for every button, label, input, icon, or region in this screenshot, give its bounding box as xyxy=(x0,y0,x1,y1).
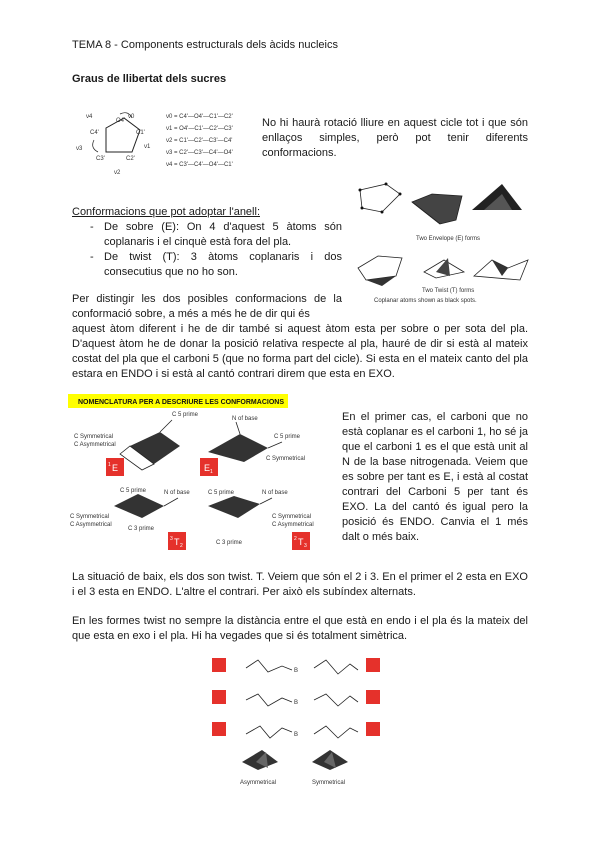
label-c-asym-4: C Asymmetrical xyxy=(272,522,314,528)
badge-right-2 xyxy=(366,690,380,704)
badge-right-3 xyxy=(366,722,380,736)
conformation-1E-endo xyxy=(208,416,305,462)
paragraph-twist-situation: La situació de baix, els dos son twist. T. Veiem que són el 2 i 3. En el primer el 2 esta en EXO i el 3 esta en ENDO. L'altre el contrari. Per això els subíndex alternats. xyxy=(72,571,528,598)
caption-envelope: Two Envelope (E) forms xyxy=(416,236,481,242)
twist-form-2 xyxy=(424,258,464,278)
ring-label-c3: C3' xyxy=(96,156,105,162)
conformation-1E-exo xyxy=(74,412,199,470)
badge-left-3 xyxy=(212,722,226,736)
torsion-v1: ν1 = O4'—C1'—C2'—C3' xyxy=(166,126,233,132)
caption-twist: Two Twist (T) forms xyxy=(422,288,475,294)
badge-3T2-a xyxy=(168,532,186,550)
label-c5-prime-2: C 5 prime xyxy=(274,434,301,440)
right-badges xyxy=(366,658,380,736)
label-c5-prime-1: C 5 prime xyxy=(172,412,199,418)
ring-label-v3: ν3 xyxy=(76,146,83,152)
v3-arrow xyxy=(93,140,98,152)
caption-asymmetrical: Asymmetrical xyxy=(240,780,277,786)
twist-form-3 xyxy=(474,260,528,280)
list-item-twist: - De twist (T): 3 àtoms coplanaris i dos consecutius que no ho son. xyxy=(90,251,342,278)
svg-text:T: T xyxy=(174,537,180,547)
ring-label-c4: C4' xyxy=(90,130,99,136)
ribose-torsion-diagram xyxy=(76,106,256,182)
label-n-base-3: N of base xyxy=(262,490,288,496)
label-c-sym-1: C Symmetrical xyxy=(74,434,114,440)
conformations-title: Conformacions que pot adoptar l'anell: xyxy=(72,206,260,218)
label-c3-prime-1: C 3 prime xyxy=(128,526,155,532)
ring-label-o4: O4' xyxy=(116,118,126,124)
ring-label-v0: ν0 xyxy=(128,114,135,120)
paragraph-distinguish: Per distingir les dos posibles conformacions de la conformació sobre, a més a més he de dir qui és xyxy=(72,293,342,320)
svg-text:2: 2 xyxy=(294,536,297,542)
conformation-3T2-a xyxy=(70,488,190,532)
atom-b-1: B xyxy=(294,668,299,674)
ring-label-v2: ν2 xyxy=(114,170,121,176)
paragraph-endo-exo: aquest àtom diferent i he de dir també si aquest àtom esta per sobre o per sota del pla. D'aquest àtom he de donar la posició relativa respecte al pla, hauré de dir si està al mateix costat del pla que el carboni 5 (que no forma part del cicle). Si esta en el mateix canto del pla estara en ENDO i si està al cantó contrari direm que esta en EXO. xyxy=(72,323,528,380)
torsion-v3: ν3 = C2'—C3'—C4'—O4' xyxy=(166,150,233,156)
ring-label-v4: ν4 xyxy=(86,114,93,120)
envelope-twist-figure xyxy=(352,176,532,304)
badge-1E-endo xyxy=(200,458,218,476)
atom-b-3: B xyxy=(294,732,299,738)
torsion-v2: ν2 = C1'—C2'—C3'—C4' xyxy=(166,138,233,144)
envelope-form-3 xyxy=(472,184,522,210)
nomenclature-banner-text: NOMENCLATURA PER A DESCRIURE LES CONFORMACIONS xyxy=(78,399,284,406)
conformations-list xyxy=(72,220,342,280)
label-c-asym-3: C Asymmetrical xyxy=(70,522,112,528)
twist-form-1 xyxy=(358,256,402,286)
caption-coplanar: Coplanar atoms shown as black spots. xyxy=(374,298,477,304)
badge-1E-exo xyxy=(106,458,124,476)
label-c5-prime-4: C 5 prime xyxy=(208,490,235,496)
paragraph-rotation: No hi haurà rotació lliure en aquest cicle tot i que són enllaços simples, però pot tenir diferents conformacions. xyxy=(262,117,528,159)
page-header: TEMA 8 - Components estructurals dels àcids nucleics xyxy=(72,39,338,51)
label-c3-prime-2: C 3 prime xyxy=(216,540,243,546)
badge-3T2-b xyxy=(292,532,310,550)
nomenclature-figure xyxy=(68,394,334,558)
torsion-v0: ν0 = C4'—O4'—C1'—C2' xyxy=(166,114,233,120)
twist-detail-left xyxy=(242,750,278,770)
section-title: Graus de llibertat dels sucres xyxy=(72,73,227,85)
label-c-asym-1: C Asymmetrical xyxy=(74,442,116,448)
list-item-envelope: - De sobre (E): On 4 d'aquest 5 àtoms són coplanaris i el cinquè està fora del pla. xyxy=(90,221,342,248)
svg-text:3: 3 xyxy=(304,543,307,549)
svg-text:E: E xyxy=(112,463,119,473)
atom-b-2: B xyxy=(294,700,299,706)
svg-text:T: T xyxy=(298,537,304,547)
svg-text:2: 2 xyxy=(180,543,183,549)
envelope-form-1 xyxy=(359,183,402,214)
badge-left-2 xyxy=(212,690,226,704)
envelope-form-2 xyxy=(412,194,462,224)
ring-label-v1: ν1 xyxy=(144,144,151,150)
label-c-sym-4: C Symmetrical xyxy=(272,514,312,520)
torsion-v4: ν4 = C3'—C4'—O4'—C1' xyxy=(166,162,233,168)
torsion-list xyxy=(166,114,233,168)
label-c5-prime-3: C 5 prime xyxy=(120,488,147,494)
label-c-sym-2: C Symmetrical xyxy=(266,456,306,462)
svg-text:E: E xyxy=(204,463,211,473)
ring-label-c1: C1' xyxy=(136,130,145,136)
label-c-sym-3: C Symmetrical xyxy=(70,514,110,520)
ring-label-c2: C2' xyxy=(126,156,135,162)
left-badges xyxy=(212,658,226,736)
svg-text:3: 3 xyxy=(170,536,173,542)
badge-left-1 xyxy=(212,658,226,672)
label-n-base-1: N of base xyxy=(232,416,258,422)
svg-text:1: 1 xyxy=(108,462,111,468)
twist-sketches xyxy=(246,660,358,738)
twist-detail-right xyxy=(312,750,348,770)
label-n-base-2: N of base xyxy=(164,490,190,496)
badge-right-1 xyxy=(366,658,380,672)
twist-symmetry-figure xyxy=(206,652,386,788)
caption-symmetrical: Symmetrical xyxy=(312,780,346,786)
paragraph-first-case: En el primer cas, el carboni que no està coplanar es el carboni 1, ho sé ja que el carboni 1 es el que està unit al N de la base nitrogenada. Veiem que es sobre per tant es E, i està al costat contrari del Carboni 5 per tant és EXO. La del cantó és igual pero la posició és ENDO. Canvia el 1 més dalt o més baix. xyxy=(342,411,528,543)
paragraph-twist-distance: En les formes twist no sempre la distància entre el que està en endo i el pla és la mateix del que esta en exo i el pla. Hi ha vegades que si és totalment simètrica. xyxy=(72,615,528,642)
svg-text:1: 1 xyxy=(210,469,213,475)
